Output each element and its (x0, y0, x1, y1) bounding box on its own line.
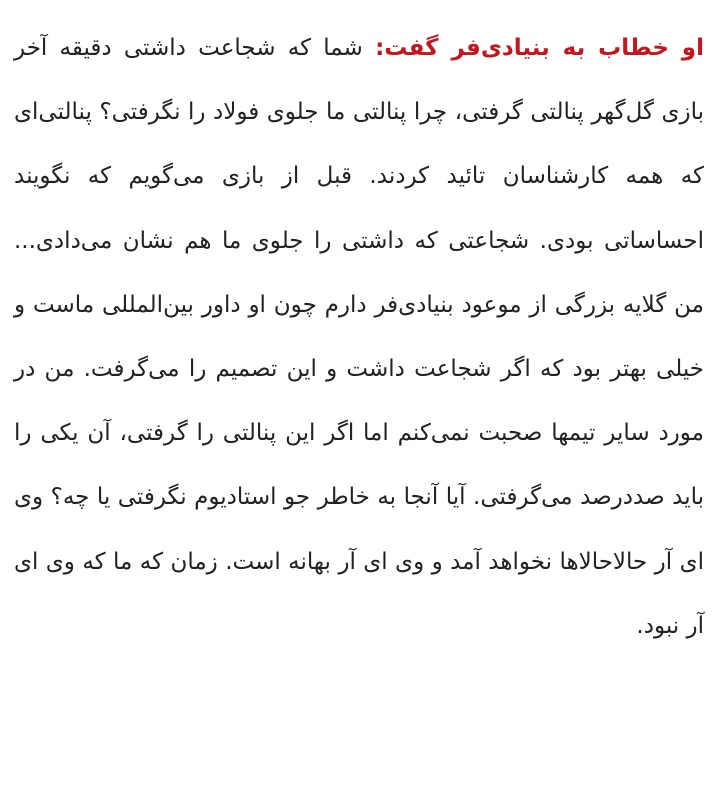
speaker-lead: او خطاب به بنیادی‌فر گفت: (375, 35, 704, 61)
article-paragraph (14, 16, 704, 658)
quote-body: شما که شجاعت داشتی دقیقه آخر بازی گل‌گهر پنالتی گرفتی، چرا پنالتی ما جلوی فولاد را نگرفتی؟ پنالتی‌ای که همه کارشناسان تائید کردند. قبل از بازی می‌گویم که نگویند احساساتی بودی. شجاعتی که داشتی را جلوی ما هم نشان می‌دادی... من گلایه بزرگی از موعود بنیادی‌فر دارم چون او داور بین‌المللی ماست و خیلی بهتر بود که اگر شجاعت داشت و این تصمیم را می‌گرفت. من در مورد سایر تیمها صحبت نمی‌کنم اما اگر این پنالتی را گرفتی، آن یکی را باید صددرصد می‌گرفتی. آیا آنجا به خاطر جو استادیوم نگرفتی یا چه؟ وی ای آر حالاحالاها نخواهد آمد و وی ای آر بهانه است. زمان که ما که وی ای آر نبود. (14, 35, 704, 639)
